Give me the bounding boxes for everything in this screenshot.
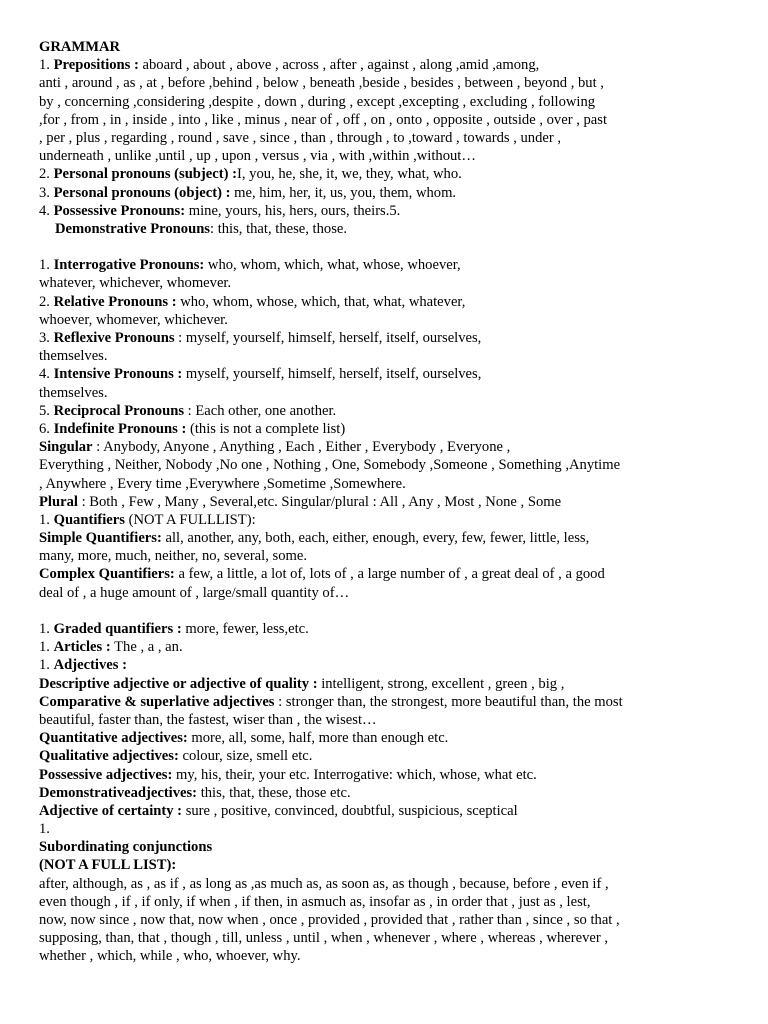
term-label: Quantitative adjectives: (39, 730, 188, 747)
text-line (39, 820, 739, 838)
text-line (39, 929, 739, 947)
text-run: themselves. (39, 348, 108, 365)
text-run: sure , positive, convinced, doubtful, suspicious, sceptical (182, 802, 518, 819)
text-line (39, 838, 739, 856)
term-label: Intensive Pronouns : (53, 366, 183, 383)
term-label: Reflexive Pronouns (53, 330, 175, 346)
text-run: 1. (39, 657, 54, 674)
text-line (39, 911, 739, 929)
text-run: The , a , an. (110, 639, 183, 656)
term-label: Indefinite Pronouns : (53, 420, 187, 437)
text-line (39, 202, 739, 220)
text-line (39, 147, 739, 165)
term-label: Comparative & superlative adjectives (39, 693, 275, 710)
text-line (39, 802, 739, 820)
text-run: more, fewer, less,etc. (181, 621, 309, 637)
text-line (39, 893, 739, 911)
term-label: Personal pronouns (subject) : (53, 166, 237, 183)
term-label: Personal pronouns (object) : (53, 184, 231, 201)
term-label: Quantifiers (53, 511, 125, 528)
text-run: even though , if , if only, if when , if then, in asmuch as, insofar as , in order that , just as , lest, (39, 893, 591, 910)
term-label: Plural (39, 493, 78, 510)
text-line (39, 493, 739, 511)
term-label: Relative Pronouns : (53, 293, 177, 310)
text-run: anti , around , as , at , before ,behind , below , beneath ,beside , besides , between , beyond , but , (39, 75, 604, 92)
text-run: now, now since , now that, now when , once , provided , provided that , rather than , since , so that , (39, 912, 620, 928)
term-label: Simple Quantifiers: (39, 530, 162, 547)
text-line (39, 729, 739, 747)
text-run: , per , plus , regarding , round , save , since , than , through , to ,toward , towards , under , (39, 129, 562, 146)
text-line (39, 438, 739, 456)
text-line (39, 584, 739, 602)
text-run: 2. (39, 166, 54, 183)
text-run: many, more, much, neither, no, several, some. (39, 548, 307, 565)
text-run: deal of , a huge amount of , large/small quantity of… (39, 584, 350, 601)
term-label: Graded quantifiers : (53, 621, 182, 637)
text-line (39, 74, 739, 92)
text-run: underneath , unlike ,until , up , upon , versus , via , with ,within ,without… (39, 148, 476, 165)
text-run: mine, yours, his, hers, ours, theirs.5. (185, 202, 401, 219)
text-line (39, 184, 739, 202)
text-line (39, 220, 739, 238)
text-run: a few, a little, a lot of, lots of , a large number of , a great deal of , a good (174, 566, 605, 583)
text-line (39, 56, 739, 74)
document-body (39, 38, 739, 966)
text-line (39, 311, 739, 329)
text-run: : Each other, one another. (184, 402, 337, 419)
text-line (39, 711, 739, 729)
text-run: 3. (39, 330, 54, 346)
text-run: ,for , from , in , inside , into , like , minus , near of , off , on , onto , opposite , outside , over , past (39, 111, 608, 128)
text-run: : this, that, these, those. (210, 220, 348, 237)
term-label: (NOT A FULL LIST): (39, 857, 177, 874)
text-line (39, 747, 739, 765)
text-run: (NOT A FULLLIST): (124, 511, 256, 528)
text-run: themselves. (39, 384, 108, 401)
text-run: aboard , about , above , across , after , against , along ,amid ,among, (138, 57, 540, 74)
text-run: after, although, as , as if , as long as ,as much as, as soon as, as though , because, before , even if , (39, 875, 609, 892)
term-label: Interrogative Pronouns: (53, 257, 205, 274)
term-label: Descriptive adjective or adjective of quality : (39, 675, 318, 692)
term-label: Complex Quantifiers: (39, 566, 175, 583)
term-label: Articles : (53, 639, 111, 656)
term-label: Subordinating conjunctions (39, 839, 213, 856)
text-run: 4. (39, 202, 54, 219)
term-label: Adjective of certainty : (39, 802, 183, 819)
text-line (39, 856, 739, 874)
text-line (39, 875, 739, 893)
text-run: colour, size, smell etc. (178, 748, 313, 765)
text-run: whether , which, while , who, whoever, why. (39, 948, 301, 965)
text-run: : myself, yourself, himself, herself, itself, ourselves, (174, 330, 482, 346)
text-run: : Anybody, Anyone , Anything , Each , Either , Everybody , Everyone , (92, 439, 511, 456)
text-line (39, 529, 739, 547)
blank-line (39, 238, 739, 256)
text-run: intelligent, strong, excellent , green , big , (317, 675, 565, 692)
text-run: : stronger than, the strongest, more beautiful than, the most (274, 693, 623, 710)
term-label: Adjectives : (53, 657, 127, 674)
text-run: I, you, he, she, it, we, they, what, who. (236, 166, 462, 183)
text-run: 4. (39, 366, 54, 383)
term-label: Demonstrativeadjectives: (39, 784, 198, 801)
text-run: supposing, than, that , though , till, unless , until , when , whenever , where , whereas , wherever , (39, 930, 609, 947)
term-label: Singular (39, 439, 93, 456)
text-line (39, 638, 739, 656)
text-line (39, 256, 739, 274)
text-run: who, whom, which, what, whose, whoever, (204, 257, 461, 274)
text-line (39, 656, 739, 674)
text-line (39, 420, 739, 438)
text-line (39, 274, 739, 292)
text-run: 1. (39, 511, 54, 528)
text-line (39, 547, 739, 565)
text-run: 1. (39, 639, 54, 656)
text-line (39, 456, 739, 474)
text-line (39, 620, 739, 638)
term-label: Qualitative adjectives: (39, 748, 179, 765)
document-title: GRAMMAR (39, 39, 121, 55)
text-line (39, 693, 739, 711)
term-label: Possessive adjectives: (39, 766, 173, 783)
text-run: 1. (39, 57, 54, 74)
text-run: , Anywhere , Every time ,Everywhere ,Sometime ,Somewhere. (39, 475, 406, 492)
text-run: 2. (39, 293, 54, 310)
text-line (39, 129, 739, 147)
text-run: 5. (39, 402, 54, 419)
text-line (39, 565, 739, 583)
text-run: whoever, whomever, whichever. (39, 311, 228, 328)
term-label: Demonstrative Pronouns (55, 220, 210, 237)
text-line (39, 347, 739, 365)
text-run: 6. (39, 420, 54, 437)
text-run: 3. (39, 184, 54, 201)
text-line (39, 165, 739, 183)
blank-line (39, 602, 739, 620)
text-run: all, another, any, both, each, either, enough, every, few, fewer, little, less, (161, 530, 590, 547)
text-line (39, 784, 739, 802)
text-run: by , concerning ,considering ,despite , down , during , except ,excepting , excluding , following (39, 93, 596, 110)
text-run: this, that, these, those etc. (197, 784, 351, 801)
text-line (39, 475, 739, 493)
text-run: me, him, her, it, us, you, them, whom. (230, 184, 457, 201)
text-run: 1. (39, 821, 50, 838)
text-run: who, whom, whose, which, that, what, whatever, (176, 293, 466, 310)
text-line (39, 384, 739, 402)
text-line (39, 111, 739, 129)
text-line (39, 293, 739, 311)
text-run: myself, yourself, himself, herself, itself, ourselves, (182, 366, 482, 383)
text-run: whatever, whichever, whomever. (39, 275, 232, 292)
term-label: Reciprocal Pronouns (53, 402, 184, 419)
term-label: Prepositions : (53, 57, 139, 74)
text-run: 1. (39, 621, 54, 637)
text-line (39, 402, 739, 420)
text-line (39, 675, 739, 693)
text-run: (this is not a complete list) (186, 420, 346, 437)
text-run: more, all, some, half, more than enough etc. (187, 730, 449, 747)
text-run: : Both , Few , Many , Several,etc. Singular/plural : All , Any , Most , None , Some (77, 493, 562, 510)
term-label: Possessive Pronouns: (53, 202, 186, 219)
text-line (39, 365, 739, 383)
text-run: my, his, their, your etc. Interrogative: which, whose, what etc. (172, 766, 537, 783)
text-line (39, 329, 739, 347)
text-run: Everything , Neither, Nobody ,No one , Nothing , One, Somebody ,Someone , Something ,Anytime (39, 457, 621, 474)
text-run: 1. (39, 257, 54, 274)
text-line (39, 511, 739, 529)
text-line (39, 766, 739, 784)
text-run: beautiful, faster than, the fastest, wiser than , the wisest… (39, 711, 377, 728)
text-line (39, 947, 739, 965)
text-line (39, 93, 739, 111)
